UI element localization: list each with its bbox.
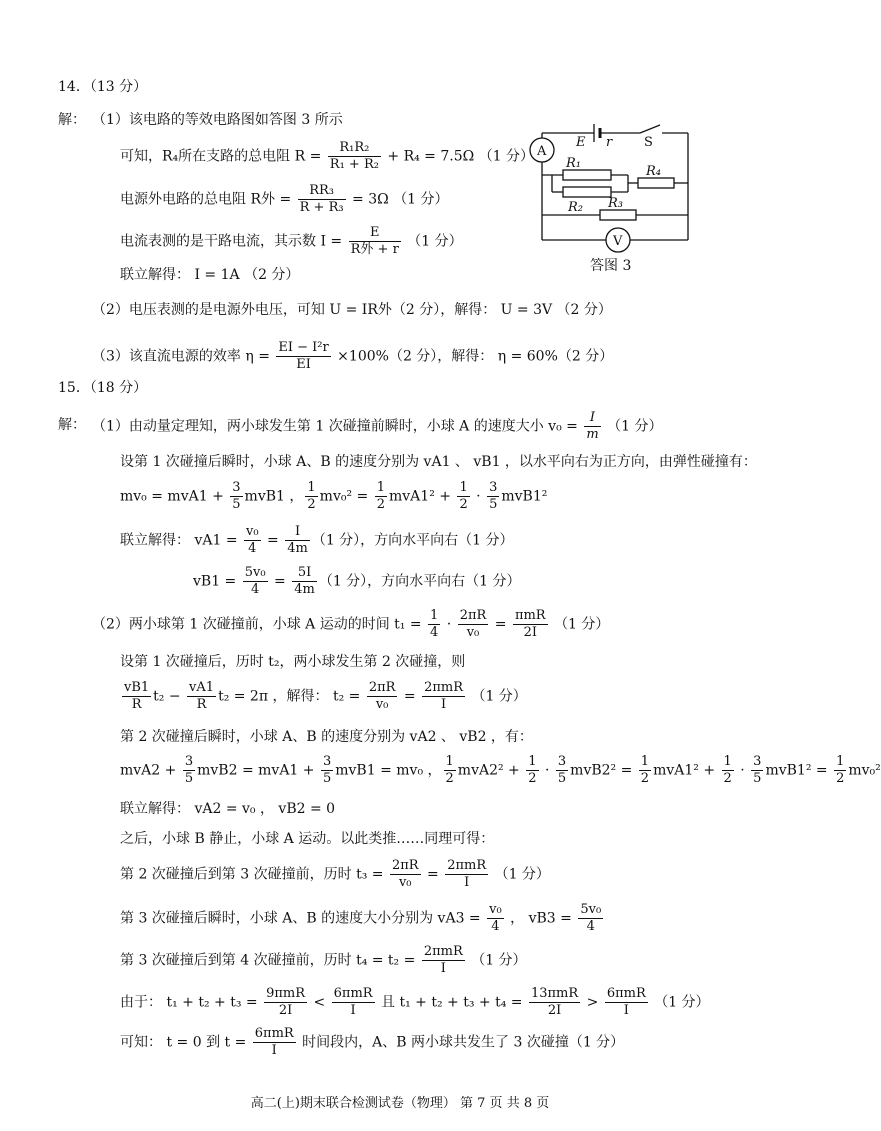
label-A: A: [537, 144, 547, 159]
q14-part3: （3）该直流电源的效率 η = $\frac{\text{EI − I²r}}{EI}$ ×100%（2 分），解得： η = 60%（2 分）: [92, 340, 614, 372]
label-R1: R₁: [566, 156, 581, 171]
q15-b1: （2）两小球第 1 次碰撞前，小球 A 运动的时间 t₁ = $\frac{1}{4}$ · $\frac{2\pi R}{\text{v₀}}$ = $\frac{\text{πmR}}{2I}$ （1 分）: [92, 608, 610, 640]
q14-jie: 解：: [58, 112, 86, 128]
q15-a1: （1）由动量定理知，两小球发生第 1 次碰撞前瞬时，小球 A 的速度大小 v₀ = $\frac{I}{m}$ （1 分）: [92, 410, 663, 442]
q15-a5: vB1 = $\frac{\text{5v₀}}{4}$ = $\frac{5I}{4m}$ （1 分），方向水平向右（1 分）: [193, 565, 521, 597]
page-footer: 高二(上)期末联合检测试卷（物理） 第 7 页 共 8 页: [250, 1096, 550, 1111]
fraction: $\frac{\text{EI − I²r}}{EI}$: [278, 340, 329, 372]
q15-b10: 第 3 次碰撞后到第 4 次碰撞前，历时 t₄ = t₂ = $\frac{\text{2πmR}}{I}$ （1 分）: [120, 944, 527, 976]
circuit-diagram: [528, 120, 708, 280]
q15-b7: 之后，小球 B 静止，小球 A 运动。以此类推……同理可得：: [120, 831, 495, 847]
q15-b5: mvA2 + $\frac{3}{5}$ mvB2 = mvA1 + $\frac{3}{5}$ mvB1 = mv₀ ， $\frac{1}{2}$ mvA2² + $\frac{1}{2}$ · $\frac{3}{5}$ mvB2² = $\frac{1}{2}$ mvA1² + $\frac{1}{2}$ · $\frac{3}{5}$ mvB1² = $\frac{1}{2}$ mv₀²: [120, 754, 881, 786]
q15-header: 15．（18 分）: [58, 380, 148, 396]
label-r: r: [606, 135, 613, 150]
q15-b9: 第 3 次碰撞后瞬时，小球 A、B 的速度大小分别为 vA3 = $\frac{\text{v₀}}{4}$ ， vB3 = $\frac{\text{5v₀}}{4}$: [120, 902, 602, 934]
label-R2: R₂: [568, 200, 583, 215]
q14-r-line: 可知，R₄所在支路的总电阻 R = $\frac{\text{R₁R₂}}{\text{R₁ + R₂}}$ + R₄ = 7.5Ω （1 分）: [120, 140, 535, 172]
q14-header: 14．（13 分）: [58, 79, 148, 95]
q15-b12: 可知： t = 0 到 t = $\frac{\text{6πmR}}{I}$ 时间段内，A、B 两小球共发生了 3 次碰撞（1 分）: [120, 1026, 625, 1058]
fraction: $\frac{\text{RR₃}}{\text{R + R₃}}$: [299, 183, 344, 215]
label-V: V: [613, 234, 623, 249]
q14-part2: （2）电压表测的是电源外电压，可知 U = IR外（2 分），解得： U = 3V （2 分）: [92, 302, 612, 318]
q15-a2: 设第 1 次碰撞后瞬时，小球 A、B 的速度分别为 vA1 、 vB1 ，以水平向右为正方向，由弹性碰撞有：: [120, 454, 757, 470]
q14-i-line: 电流表测的是干路电流，其示数 I = $\frac{E}{\text{R外 + r}}$ （1 分）: [120, 225, 463, 257]
q15-a4: 联立解得： vA1 = $\frac{\text{v₀}}{4}$ = $\frac{I}{4m}$ （1 分），方向水平向右（1 分）: [120, 524, 514, 556]
q14-solve: 联立解得： I = 1A （2 分）: [120, 267, 300, 283]
q14-part1: （1）该电路的等效电路图如答图 3 所示: [92, 112, 343, 128]
label-R3: R₃: [608, 196, 623, 211]
label-E: E: [576, 135, 586, 150]
q15-jie: 解：: [58, 417, 86, 433]
fraction: $\frac{\text{R₁R₂}}{\text{R₁ + R₂}}$: [329, 140, 379, 172]
q15-b4: 第 2 次碰撞后瞬时，小球 A、B 的速度分别为 vA2 、 vB2 ，有：: [120, 729, 533, 745]
q15-b11: 由于： t₁ + t₂ + t₃ = $\frac{\text{9πmR}}{2I}$ < $\frac{\text{6πmR}}{I}$ 且 t₁ + t₂ + t₃ + t₄ = $\frac{\text{13πmR}}{2I}$ > $\frac{\text{6πmR}}{I}$ （1 分）: [120, 986, 710, 1018]
q15-b2: 设第 1 次碰撞后，历时 t₂，两小球发生第 2 次碰撞，则: [120, 654, 466, 670]
fraction: $\frac{E}{\text{R外 + r}}$: [350, 225, 399, 257]
q15-b6: 联立解得： vA2 = v₀ ， vB2 = 0: [120, 801, 336, 817]
q14-rw-line: 电源外电路的总电阻 R外 = $\frac{\text{RR₃}}{\text{R + R₃}}$ = 3Ω （1 分）: [120, 183, 449, 215]
label-S: S: [644, 135, 653, 150]
q15-a3: mv₀ = mvA1 + $\frac{3}{5}$ mvB1 ， $\frac{1}{2}$ mv₀² = $\frac{1}{2}$ mvA1² + $\frac{1}{2}$ · $\frac{3}{5}$ mvB1²: [120, 480, 548, 512]
q15-b3: $\frac{vB1}{R}$ t₂ − $\frac{vA1}{R}$ t₂ = 2π ，解得： t₂ = $\frac{2\pi R}{\text{v₀}}$ = $\frac{\text{2πmR}}{I}$ （1 分）: [124, 680, 527, 712]
label-R4: R₄: [646, 164, 661, 179]
q15-b8: 第 2 次碰撞后到第 3 次碰撞前，历时 t₃ = $\frac{2\pi R}{\text{v₀}}$ = $\frac{\text{2πmR}}{I}$ （1 分）: [120, 858, 550, 890]
figure-caption: 答图 3: [590, 258, 632, 274]
